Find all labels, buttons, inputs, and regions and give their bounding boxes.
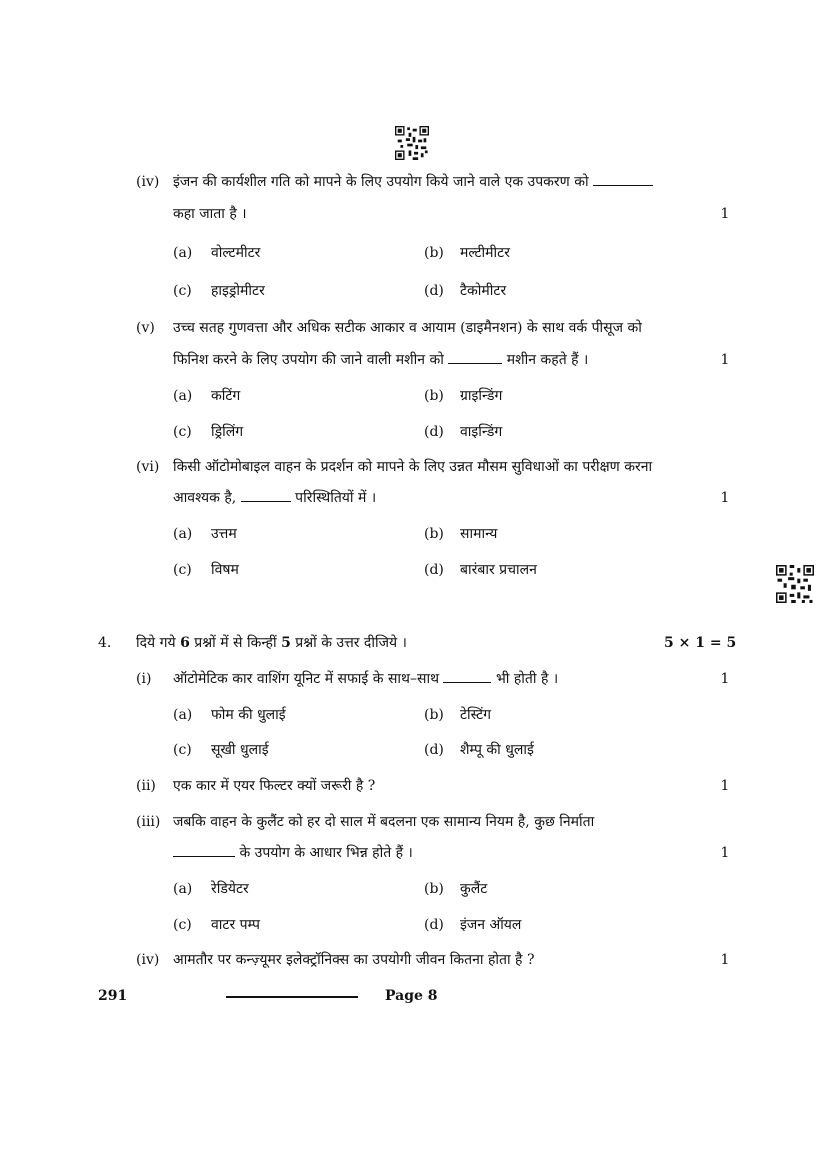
question-number: (ii) xyxy=(136,778,156,794)
option-label: (d) xyxy=(424,917,444,933)
answer-blank xyxy=(448,351,502,364)
page-number: Page 8 xyxy=(385,988,438,1004)
option-text: मल्टीमीटर xyxy=(460,245,510,261)
option-text: उत्तम xyxy=(211,526,237,542)
instruction-text: प्रश्नों में से किन्हीं xyxy=(194,635,277,651)
qr-code-icon xyxy=(776,565,814,603)
option-text: ग्राइन्डिंग xyxy=(460,388,503,404)
question-number: (iv) xyxy=(136,174,160,190)
question-text xyxy=(173,173,653,191)
option-text: शैम्पू की धुलाई xyxy=(460,742,534,758)
option-label: (b) xyxy=(424,245,444,261)
option-text: वोल्टमीटर xyxy=(211,245,261,261)
option-label: (d) xyxy=(424,283,444,299)
question-text-line: आवश्यक है, xyxy=(173,490,237,506)
question-text-line: आमतौर पर कन्ज़्यूमर इलेक्ट्रॉनिक्स का उपयोगी जीवन कितना होता है ? xyxy=(173,952,535,968)
option-label: (c) xyxy=(173,917,192,933)
option-text: इंजन ऑयल xyxy=(460,917,522,933)
option-text: हाइड्रोमीटर xyxy=(211,283,265,299)
marks: 1 xyxy=(720,778,730,794)
option-label: (c) xyxy=(173,562,192,578)
question-text-line: मशीन कहते हैं । xyxy=(506,352,589,368)
question-text xyxy=(173,351,588,369)
question-number: (v) xyxy=(136,320,155,336)
marks: 1 xyxy=(720,845,730,861)
option-text: वाइन्डिंग xyxy=(460,424,503,440)
option-label: (b) xyxy=(424,707,444,723)
question-text-line: के उपयोग के आधार भिन्न होते हैं । xyxy=(239,845,413,861)
option-label: (c) xyxy=(173,742,192,758)
question-number: (vi) xyxy=(136,459,160,475)
question-instructions xyxy=(136,634,407,652)
answer-blank xyxy=(173,844,235,857)
option-text: टेस्टिंग xyxy=(460,707,492,723)
option-label: (c) xyxy=(173,424,192,440)
option-text: बारंबार प्रचालन xyxy=(460,562,537,578)
answer-blank xyxy=(241,489,291,502)
question-text-line: एक कार में एयर फिल्टर क्यों जरूरी है ? xyxy=(173,778,376,794)
instruction-text: प्रश्नों के उत्तर दीजिये । xyxy=(295,635,407,651)
question-text-line: भी होती है । xyxy=(495,671,559,687)
question-text-line: ऑटोमेटिक कार वाशिंग यूनिट में सफाई के साथ–साथ xyxy=(173,671,440,687)
option-label: (b) xyxy=(424,526,444,542)
option-text: टैकोमीटर xyxy=(460,283,507,299)
page-code: 291 xyxy=(98,988,128,1004)
footer-divider xyxy=(226,996,358,998)
option-label: (a) xyxy=(173,881,193,897)
option-label: (c) xyxy=(173,283,192,299)
question-text xyxy=(173,670,558,688)
answer-blank xyxy=(593,173,653,186)
option-label: (a) xyxy=(173,245,193,261)
question-text-line: किसी ऑटोमोबाइल वाहन के प्रदर्शन को मापने के लिए उन्नत मौसम सुविधाओं का परीक्षण करना xyxy=(173,459,653,475)
instruction-number: 5 xyxy=(281,635,291,651)
answer-blank xyxy=(443,670,491,683)
question-text-line: जबकि वाहन के कुलैंट को हर दो साल में बदलना एक सामान्य नियम है, कुछ निर्माता xyxy=(173,814,595,830)
question-text xyxy=(173,489,376,507)
option-label: (d) xyxy=(424,742,444,758)
option-text: फोम की धुलाई xyxy=(211,707,286,723)
option-text: विषम xyxy=(211,562,239,578)
option-text: कटिंग xyxy=(211,388,241,404)
option-text: कुलैंट xyxy=(460,881,488,897)
option-label: (b) xyxy=(424,881,444,897)
marks: 1 xyxy=(720,671,730,687)
qr-code-icon xyxy=(395,126,429,160)
option-text: वाटर पम्प xyxy=(211,917,261,933)
instruction-number: 6 xyxy=(180,635,190,651)
question-number: (i) xyxy=(136,671,152,687)
option-label: (d) xyxy=(424,424,444,440)
option-label: (a) xyxy=(173,526,193,542)
option-label: (b) xyxy=(424,388,444,404)
question-text xyxy=(173,844,413,862)
question-text-line: कहा जाता है । xyxy=(173,206,247,222)
option-label: (a) xyxy=(173,707,193,723)
question-text-line: फिनिश करने के लिए उपयोग की जाने वाली मशीन को xyxy=(173,352,444,368)
instruction-text: दिये गये xyxy=(136,635,176,651)
option-label: (a) xyxy=(173,388,193,404)
question-number: (iv) xyxy=(136,952,160,968)
option-text: सामान्य xyxy=(460,526,498,542)
marks-total: 5 × 1 = 5 xyxy=(664,635,737,651)
marks: 1 xyxy=(720,352,730,368)
question-text-line: उच्च सतह गुणवत्ता और अधिक सटीक आकार व आयाम (डाइमैनशन) के साथ वर्क पीसूज को xyxy=(173,320,642,336)
marks: 1 xyxy=(720,206,730,222)
marks: 1 xyxy=(720,490,730,506)
marks: 1 xyxy=(720,952,730,968)
option-text: रेडियेटर xyxy=(211,881,249,897)
question-text-line: इंजन की कार्यशील गति को मापने के लिए उपयोग किये जाने वाले एक उपकरण को xyxy=(173,174,589,190)
question-text-line: परिस्थितियों में । xyxy=(295,490,377,506)
option-text: ड्रिलिंग xyxy=(211,424,244,440)
option-text: सूखी धुलाई xyxy=(211,742,269,758)
question-number: 4. xyxy=(98,635,112,651)
question-number: (iii) xyxy=(136,814,161,830)
option-label: (d) xyxy=(424,562,444,578)
